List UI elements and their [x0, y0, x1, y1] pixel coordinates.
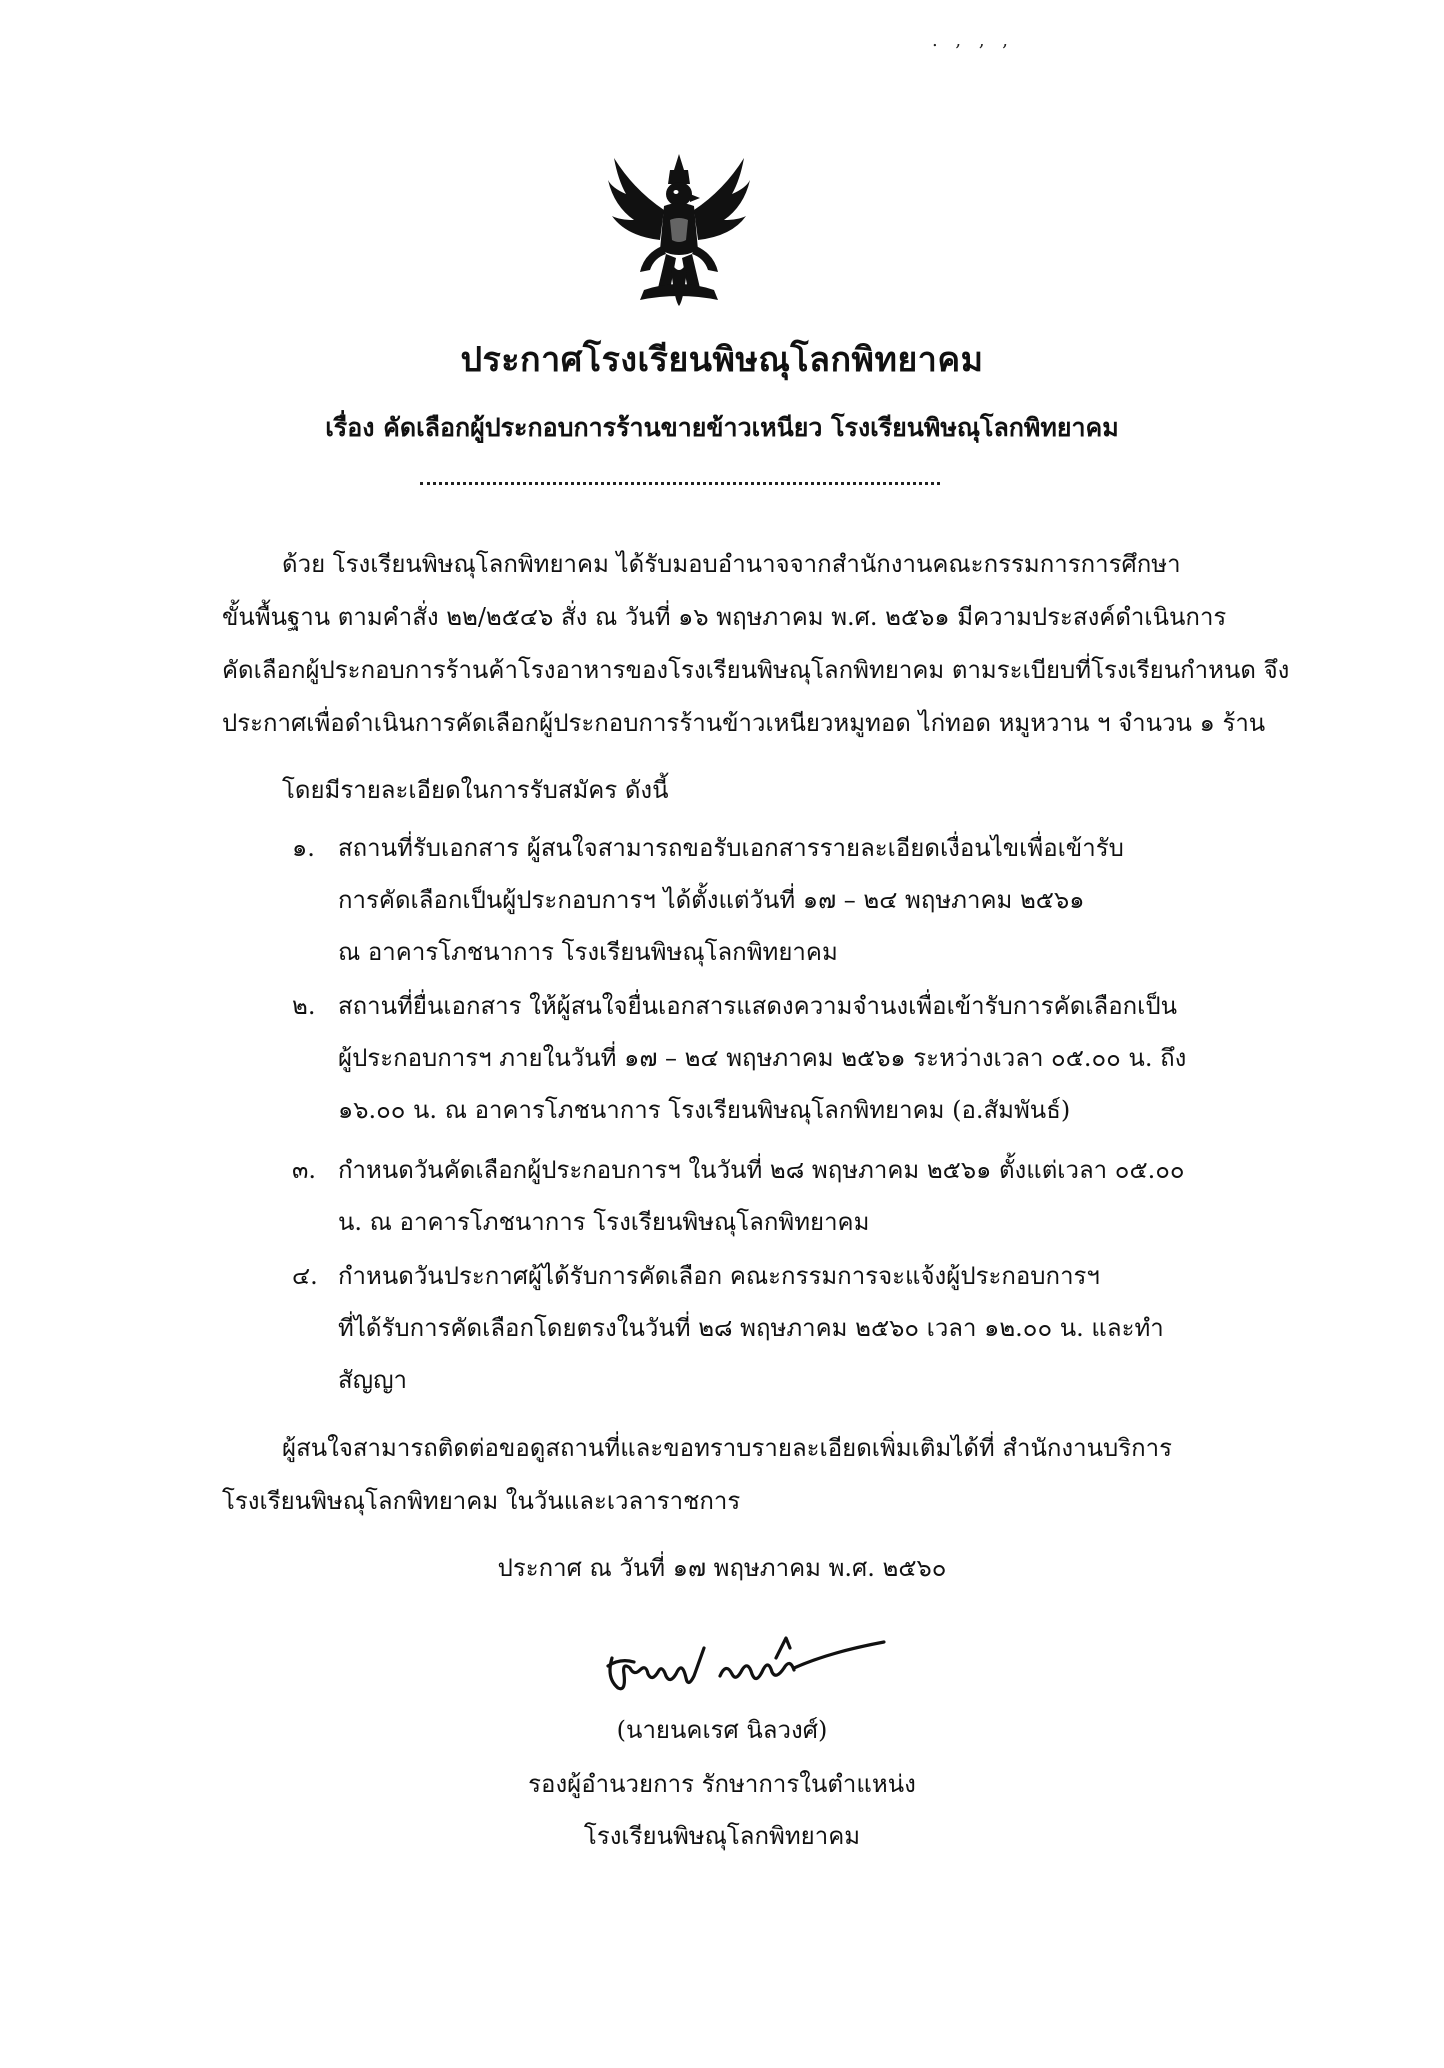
detail-item [282, 822, 1242, 978]
item-line: การคัดเลือกเป็นผู้ประกอบการฯ ได้ตั้งแต่วันที่ ๑๗ – ๒๔ พฤษภาคม ๒๕๖๑ [338, 886, 1085, 914]
intro-line: ด้วย โรงเรียนพิษณุโลกพิทยาคม ได้รับมอบอำนาจจากสำนักงานคณะกรรมการการศึกษา [282, 550, 1181, 578]
item-number: ๔. [292, 1262, 318, 1290]
item-line: กำหนดวันประกาศผู้ได้รับการคัดเลือก คณะกรรมการจะแจ้งผู้ประกอบการฯ [338, 1262, 1100, 1290]
signer-position: รองผู้อำนวยการ รักษาการในตำแหน่ง [528, 1770, 916, 1798]
item-line: ณ อาคารโภชนาการ โรงเรียนพิษณุโลกพิทยาคม [338, 938, 838, 966]
item-line: กำหนดวันคัดเลือกผู้ประกอบการฯ ในวันที่ ๒๘ พฤษภาคม ๒๕๖๑ ตั้งแต่เวลา ๐๕.๐๐ [338, 1156, 1185, 1184]
item-number: ๓. [292, 1156, 317, 1184]
announcement-title: ประกาศโรงเรียนพิษณุโลกพิทยาคม [460, 340, 984, 380]
signer-name: (นายนคเรศ นิลวงศ์) [616, 1716, 828, 1744]
item-line: ที่ได้รับการคัดเลือกโดยตรงในวันที่ ๒๘ พฤษภาคม ๒๕๖๐ เวลา ๑๒.๐๐ น. และทำ [338, 1314, 1164, 1342]
item-number: ๑. [292, 834, 315, 862]
item-line: สถานที่ยื่นเอกสาร ให้ผู้สนใจยื่นเอกสารแสดงความจำนงเพื่อเข้ารับการคัดเลือกเป็น [338, 992, 1178, 1020]
item-line: สัญญา [338, 1366, 408, 1394]
details-heading: โดยมีรายละเอียดในการรับสมัคร ดังนี้ [282, 776, 669, 804]
contact-line: โรงเรียนพิษณุโลกพิทยาคม ในวันและเวลาราชการ [222, 1487, 741, 1515]
item-line: ๑๖.๐๐ น. ณ อาคารโภชนาการ โรงเรียนพิษณุโลกพิทยาคม (อ.สัมพันธ์) [338, 1096, 1071, 1124]
detail-item [282, 980, 1242, 1136]
intro-line: ประกาศเพื่อดำเนินการคัดเลือกผู้ประกอบการร้านข้าวเหนียวหมูทอด ไก่ทอด หมูหวาน ฯ จำนวน ๑ ร้าน [222, 709, 1266, 737]
detail-item [282, 1250, 1242, 1406]
announcement-subject: เรื่อง คัดเลือกผู้ประกอบการร้านขายข้าวเหนียว โรงเรียนพิษณุโลกพิทยาคม [325, 413, 1119, 442]
detail-item [282, 1144, 1242, 1248]
corner-mark: . , , , [931, 30, 1014, 51]
garuda-emblem-icon [604, 150, 754, 310]
contact-paragraph [222, 1422, 1232, 1528]
divider-dotted [420, 482, 940, 485]
intro-paragraph [222, 538, 1290, 750]
item-line: ผู้ประกอบการฯ ภายในวันที่ ๑๗ – ๒๔ พฤษภาคม ๒๕๖๑ ระหว่างเวลา ๐๕.๐๐ น. ถึง [338, 1044, 1187, 1072]
signer-organization: โรงเรียนพิษณุโลกพิทยาคม [583, 1822, 861, 1850]
item-line: น. ณ อาคารโภชนาการ โรงเรียนพิษณุโลกพิทยาคม [338, 1208, 870, 1236]
item-line: สถานที่รับเอกสาร ผู้สนใจสามารถขอรับเอกสารรายละเอียดเงื่อนไขเพื่อเข้ารับ [338, 834, 1124, 862]
signature-icon [600, 1618, 890, 1708]
contact-line: ผู้สนใจสามารถติดต่อขอดูสถานที่และขอทราบรายละเอียดเพิ่มเติมได้ที่ สำนักงานบริการ [282, 1434, 1173, 1462]
announcement-date: ประกาศ ณ วันที่ ๑๗ พฤษภาคม พ.ศ. ๒๕๖๐ [497, 1554, 947, 1582]
intro-line: ขั้นพื้นฐาน ตามคำสั่ง ๒๒/๒๕๔๖ สั่ง ณ วันที่ ๑๖ พฤษภาคม พ.ศ. ๒๕๖๑ มีความประสงค์ดำเนินการ [222, 603, 1227, 631]
intro-line: คัดเลือกผู้ประกอบการร้านค้าโรงอาหารของโรงเรียนพิษณุโลกพิทยาคม ตามระเบียบที่โรงเรียนกำหนด จึง [222, 656, 1290, 684]
item-number: ๒. [292, 992, 316, 1020]
